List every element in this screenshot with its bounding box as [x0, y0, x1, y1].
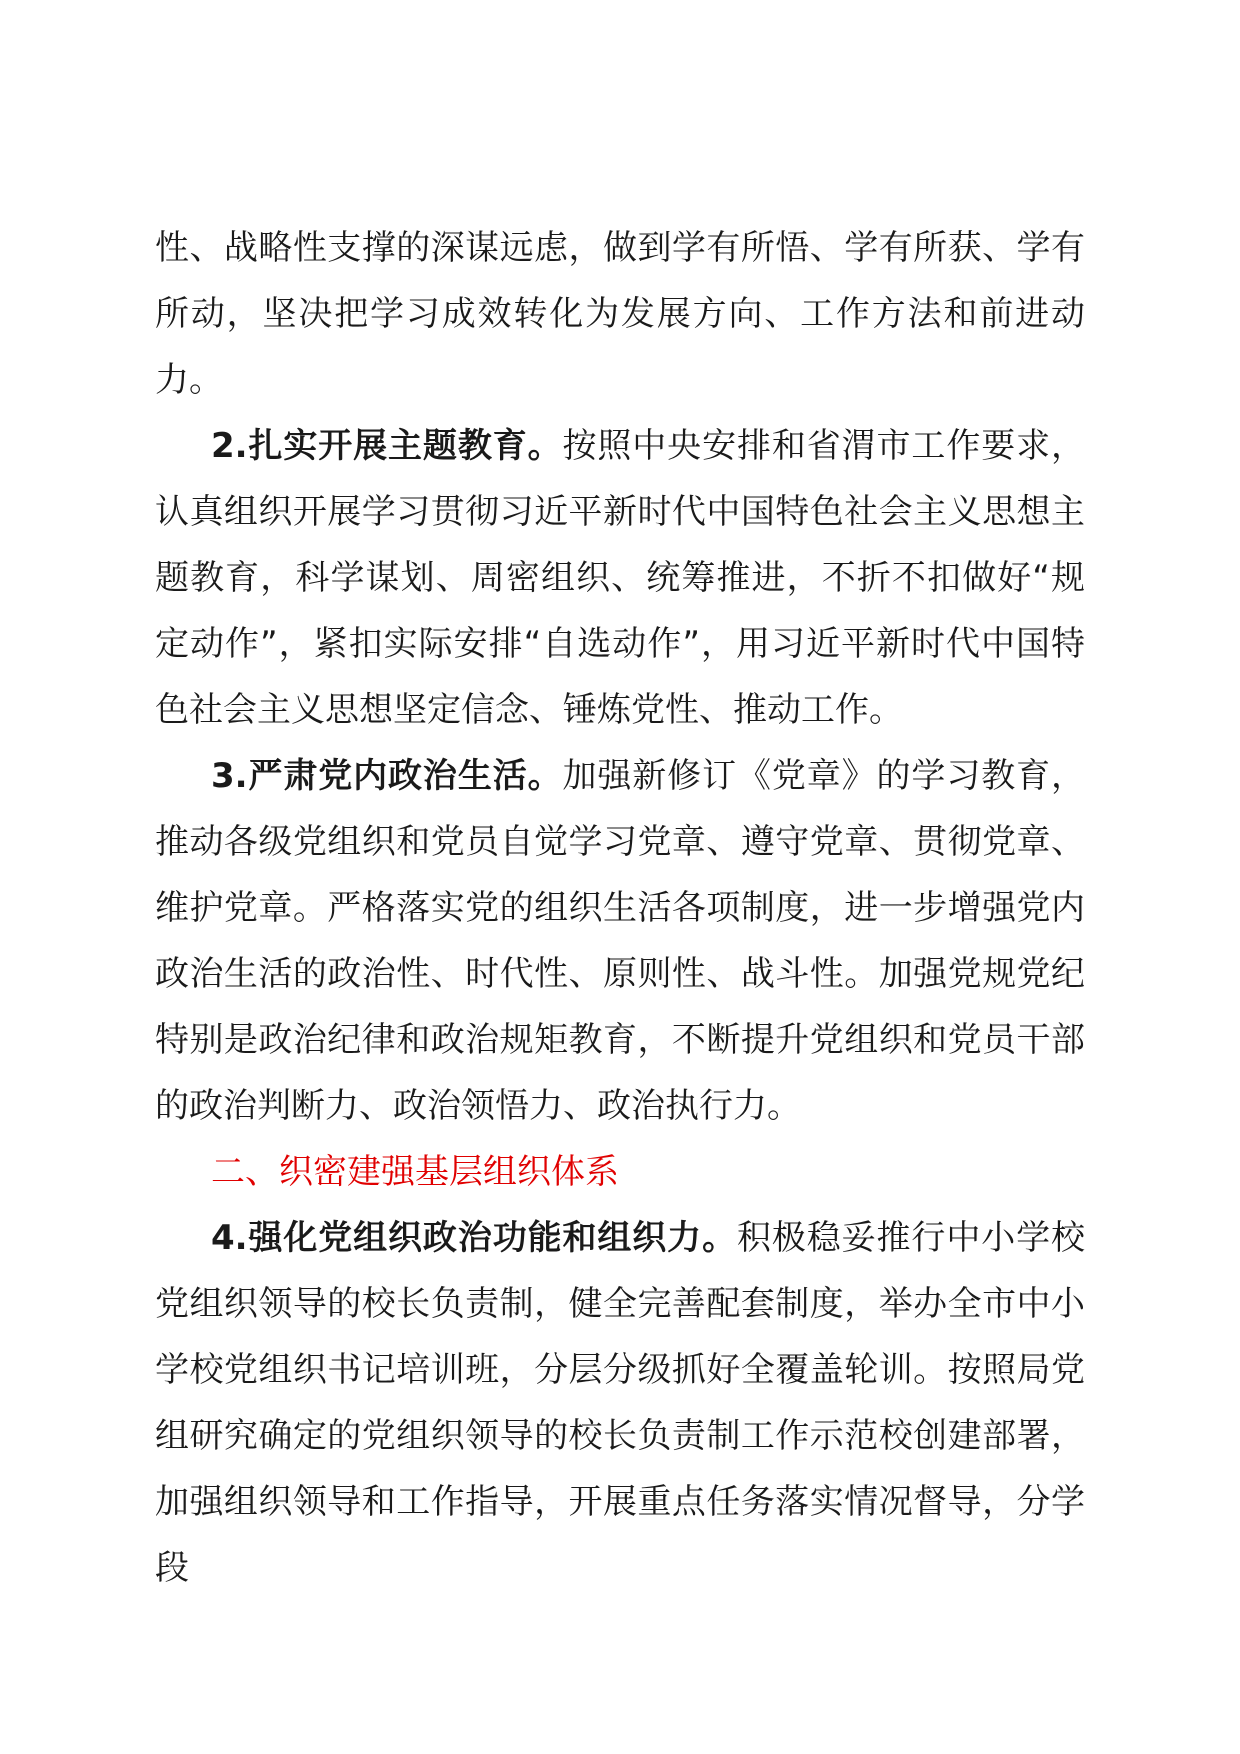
paragraph-item-3	[155, 743, 1085, 1139]
item-title: 3.严肃党内政治生活。	[211, 756, 563, 796]
paragraph-item-2	[155, 413, 1085, 743]
paragraph-body: 按照中央安排和省渭市工作要求，认真组织开展学习贯彻习近平新时代中国特色社会主义思想主题教育，科学谋划、周密组织、统筹推进，不折不扣做好“规定动作”，紧扣实际安排“自选动作”，用习近平新时代中国特色社会主义思想坚定信念、锤炼党性、推动工作。	[155, 426, 1085, 730]
section-heading: 二、织密建强基层组织体系	[211, 1152, 619, 1192]
paragraph-continued	[155, 215, 1085, 413]
item-title: 4.强化党组织政治功能和组织力。	[211, 1218, 737, 1258]
paragraph-body: 性、战略性支撑的深谋远虑，做到学有所悟、学有所获、学有所动，坚决把学习成效转化为发展方向、工作方法和前进动力。	[155, 228, 1085, 400]
item-title: 2.扎实开展主题教育。	[211, 426, 563, 466]
paragraph-body: 加强新修订《党章》的学习教育，推动各级党组织和党员自觉学习党章、遵守党章、贯彻党章、维护党章。严格落实党的组织生活各项制度，进一步增强党内政治生活的政治性、时代性、原则性、战斗性。加强党规党纪特别是政治纪律和政治规矩教育，不断提升党组织和党员干部的政治判断力、政治领悟力、政治执行力。	[155, 756, 1085, 1126]
paragraph-body: 积极稳妥推行中小学校党组织领导的校长负责制，健全完善配套制度，举办全市中小学校党组织书记培训班，分层分级抓好全覆盖轮训。按照局党组研究确定的党组织领导的校长负责制工作示范校创建部署，加强组织领导和工作指导，开展重点任务落实情况督导，分学段	[155, 1218, 1086, 1588]
paragraph-item-4	[155, 1205, 1085, 1601]
document-page	[155, 215, 1085, 1601]
